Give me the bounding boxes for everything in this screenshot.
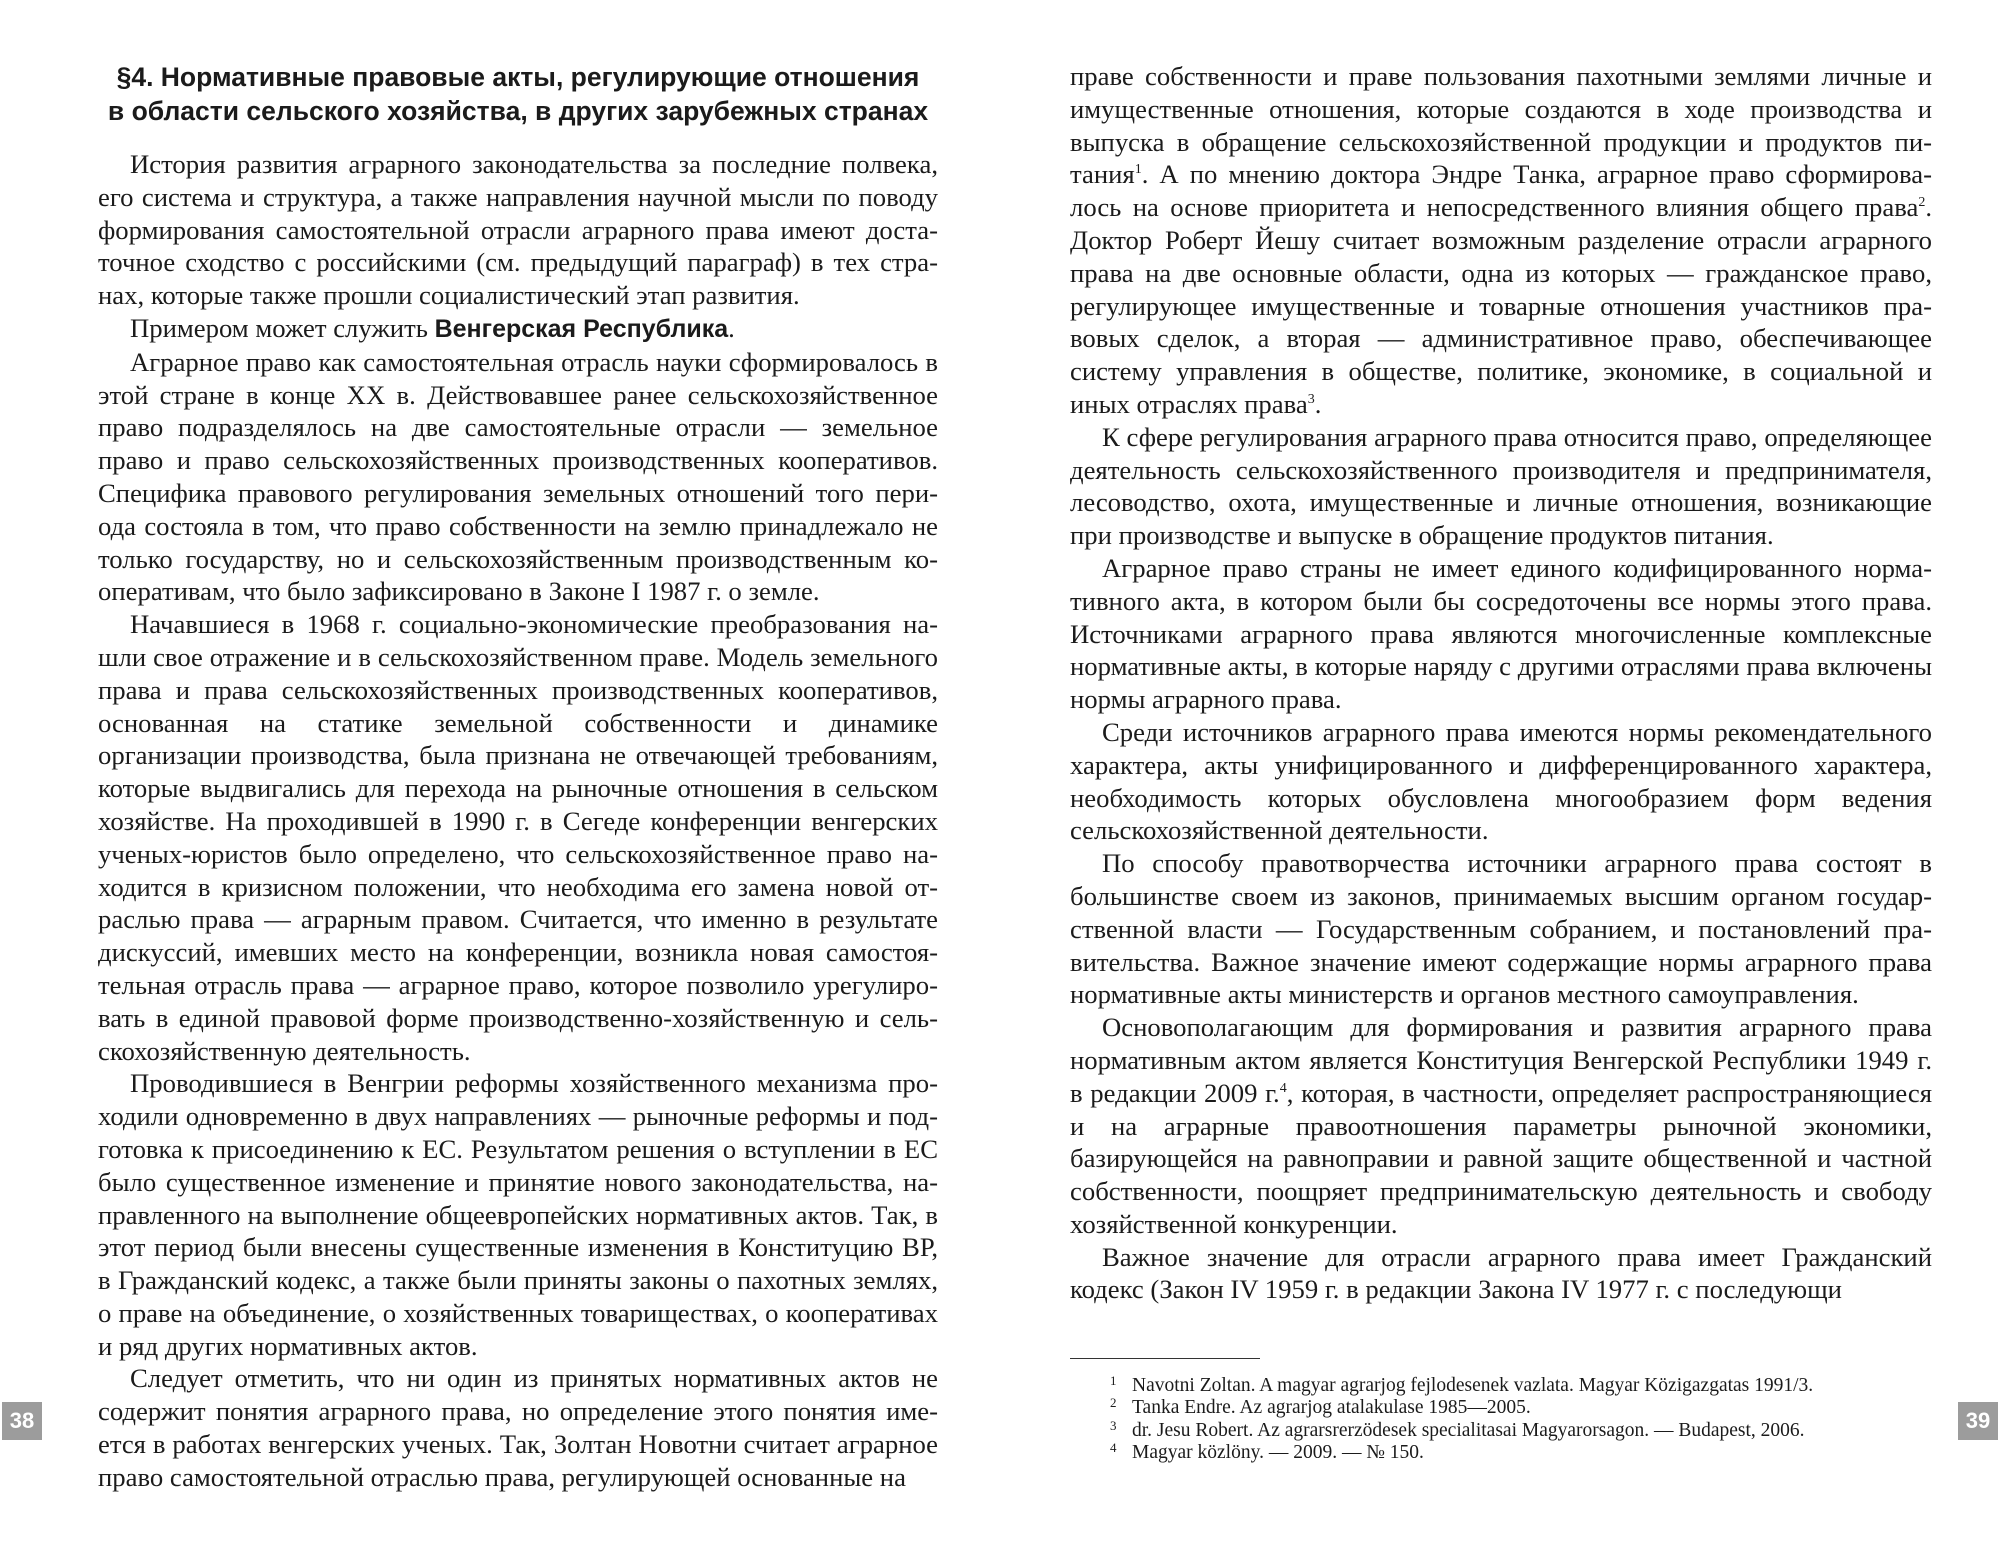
- footnote-number: 3: [1110, 1417, 1117, 1433]
- paragraph-example-suffix: .: [728, 312, 735, 343]
- paragraph-definition: Следует отметить, что ни один из принятых нормативных актов не содержит понятия аграрного права, но определение этого понятия имеется в работах венгерских ученых. Так, Золтан Новотни считает аграрное право самостоятельной отраслью права, регулирующей основанные на: [98, 1363, 938, 1492]
- paragraph-history: История развития аграрного законодательства за последние полвека, его система и структура, а также направления научной мысли по поводу формирования самостоятельной отрасли аграрного права имеют достаточное сходство с российскими (см. предыдущий параграф) в тех странах, которые также прошли социалистический этап развития.: [98, 149, 938, 311]
- paragraph-example: [98, 312, 938, 346]
- paragraph-regulation-scope: К сфере регулирования аграрного права относится право, определяющее деятельность сельскохозяйственного производителя и предпринимателя, лесоводство, охота, имущественные и личные отношения, возникающие при производстве и выпуске в обращение продуктов питания.: [1070, 421, 1932, 551]
- paragraph-sources: Среди источников аграрного права имеются нормы рекомендательного характера, акты унифицированного и дифференцированного характера, необходимость которых обусловлена многообразием форм ведения сельскохозяйственной деятельности.: [1070, 716, 1932, 846]
- page-number-left: 38: [2, 1402, 42, 1440]
- paragraph-continuation-part-c: . Доктор Роберт Йешу считает возможным разделение отрасли аграрного права на две основные области, одна из которых — гражданское право, регулирующее имущественные и товарные отношения участников правовых сделок, а вторая — административное право, обеспечивающее систему управления в обществе, политике, экономике, в социальной и иных отраслях права: [1070, 192, 1932, 419]
- footnote-text: Navotni Zoltan. A magyar agrarjog fejlodesenek vazlata. Magyar Közigazgatas 1991/3.: [1132, 1375, 1814, 1396]
- paragraph-civil-code: Важное значение для отрасли аграрного права имеет Гражданский кодекс (Закон IV 1959 г. в редакции Закона IV 1977 г. с последующи: [1070, 1241, 1932, 1305]
- paragraph-example-prefix: Примером может служить: [130, 312, 435, 343]
- footnote-ref-1[interactable]: 1: [1134, 162, 1142, 178]
- paragraph-lawmaking: По способу правотворчества источники аграрного права состоят в большинстве своем из законов, принимаемых высшим органом государственной власти — Государственным собранием, и постановлений правительства. Важное значение имеют содержащие нормы аграрного права нормативные акты министерств и органов местного самоуправления.: [1070, 848, 1932, 1010]
- footnote-text: Magyar közlöny. — 2009. — № 150.: [1132, 1442, 1424, 1464]
- paragraph-eu-reforms: Проводившиеся в Венгрии реформы хозяйственного механизма проходили одновременно в двух направлениях — рыночные реформы и подготовка к присоединению к ЕС. Результатом решения о вступлении в ЕС было существенное изменение и принятие нового законодательства, направленного на выполнение общеевропейских нормативных актов. Так, в этот период были внесены существенные изменения в Конституцию ВР, в Гражданский кодекс, а также были приняты законы о пахотных землях, о праве на объединение, о хозяйственных товариществах, о кооперативах и ряд других нормативных актов.: [98, 1068, 938, 1361]
- footnote-number: 1: [1110, 1373, 1117, 1388]
- paragraph-1968-reforms: Начавшиеся в 1968 г. социально-экономические преобразования нашли свое отражение и в сельскохозяйственном праве. Модель земельного права и права сельскохозяйственных производственных кооперативов, основанная на статике земельной собственности и динамике организации производства, была признана не отвечающей требованиям, которые выдвигались для перехода на рыночные отношения в сельском хозяйстве. На проходившей в 1990 г. в Сегеде конференции венгерских ученых-юристов было определено, что сельскохозяйственное право находится в кризисном положении, что необходима его замена новой отраслью права — аграрным правом. Считается, что именно в результате дискуссий, имевших место на конференции, возникла новая самостоятельная отрасль права — аграрное право, которое позволило урегулировать в единой правовой форме производственно-хозяйственную и сельскохозяйственную деятельность.: [98, 609, 938, 1066]
- country-name-bold: Венгерская Республика: [434, 314, 729, 343]
- page-number-right: 39: [1958, 1402, 1998, 1440]
- paragraph-no-code: Аграрное право страны не имеет единого кодифицированного нормативного акта, в котором были бы сосредоточены все нормы этого права. Источниками аграрного права являются многочисленные комплексные нормативные акты, в которые наряду с другими отраслями права включены нормы аграрного права.: [1070, 552, 1932, 715]
- footnote-3: [1070, 1417, 1932, 1442]
- footnote-4: [1070, 1442, 1932, 1464]
- section-heading-line-2: в области сельского хозяйства, в других зарубежных странах: [107, 96, 929, 126]
- footnote-divider: [1070, 1358, 1260, 1359]
- right-text-column: [1070, 60, 1932, 1306]
- paragraph-constitution: [1070, 1011, 1932, 1241]
- left-text-column: [98, 60, 938, 1494]
- footnote-number: 4: [1110, 1440, 1117, 1456]
- footnotes: [1070, 1358, 1932, 1465]
- footnote-text: dr. Jesu Robert. Az agrarsrerzödesek specialitasai Magyarorsagon. — Budapest, 2006.: [1132, 1419, 1805, 1441]
- footnote-2: [1070, 1397, 1932, 1419]
- paragraph-continuation: [1070, 60, 1932, 421]
- footnote-ref-4[interactable]: 4: [1279, 1080, 1287, 1096]
- paragraph-continuation-part-a: праве собственности и праве пользования пахотными землями личные и имущественные отношения, которые создаются в ходе производства и выпуска в обращение сельскохозяйственной продукции и продуктов питания: [1070, 61, 1932, 190]
- paragraph-agrarian-law-origin: Аграрное право как самостоятельная отрасль науки сформировалось в этой стране в конце XX в. Действовавшее ранее сельскохозяйственное право подразделялось на две самостоятельные отрасли — земельное право и право сельскохозяйственных производственных кооперативов. Специфика правового регулирования земельных отношений того периода состояла в том, что право собственности на землю принадлежало не только государству, но и сельскохозяйственным производственным кооперативам, что было зафиксировано в Законе I 1987 г. о земле.: [98, 346, 938, 607]
- paragraph-continuation-part-b: . А по мнению доктора Эндре Танка, аграрное право сформировалось на основе приоритета и непосредственного влияния общего права: [1070, 159, 1932, 223]
- paragraph-constitution-part-a: Основополагающим для формирования и развития аграрного права нормативным актом является Конституция Венгерской Республики 1949 г. в редакции 2009 г.: [1070, 1012, 1932, 1108]
- footnote-ref-2[interactable]: 2: [1918, 195, 1926, 211]
- section-heading-line-1: §4. Нормативные правовые акты, регулирующие отношения: [116, 62, 920, 92]
- footnote-text: Tanka Endre. Az agrarjog atalakulase 1985—2005.: [1132, 1397, 1531, 1419]
- paragraph-continuation-part-d: .: [1314, 388, 1322, 419]
- footnote-number: 2: [1110, 1395, 1117, 1411]
- section-heading: [98, 60, 938, 128]
- footnote-1: [1070, 1375, 1932, 1397]
- paragraph-constitution-part-b: , которая, в частности, определяет распространяющиеся и на аграрные правоотношения параметры рыночной экономики, базирующейся на равноправии и равной защите общественной и частной собственности, поощряет предпринимательскую деятельность и свободу хозяйственной конкуренции.: [1070, 1077, 1933, 1239]
- footnote-ref-3[interactable]: 3: [1307, 392, 1315, 408]
- right-page: [1000, 0, 2000, 1555]
